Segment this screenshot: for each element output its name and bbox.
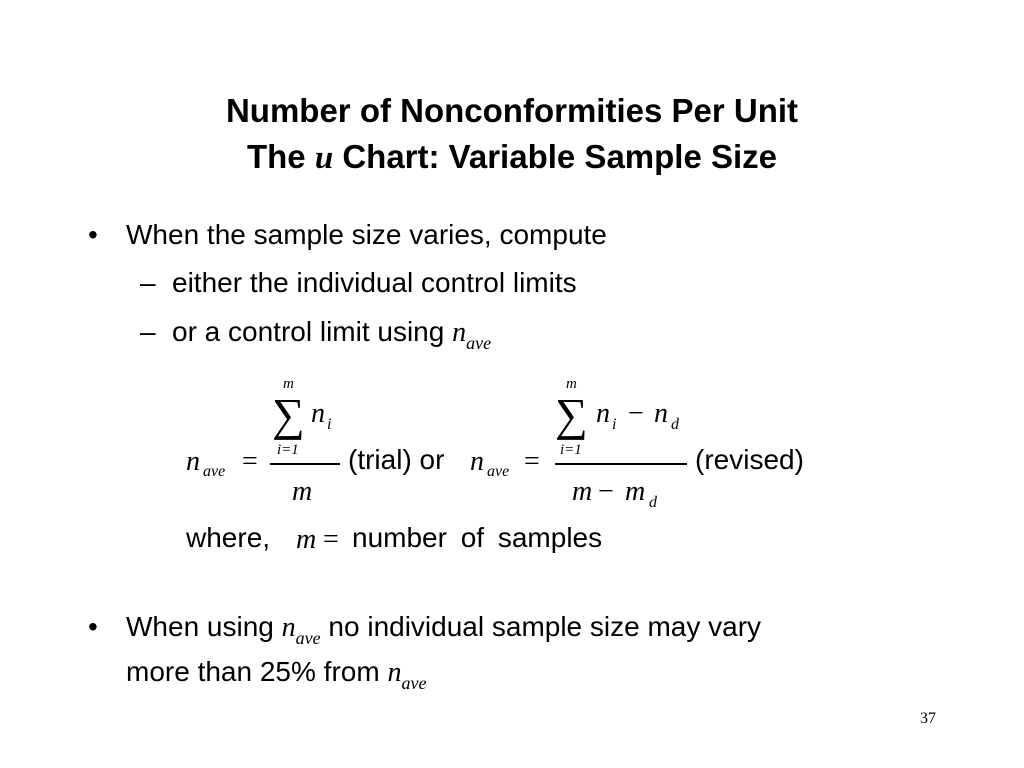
bullet-marker: • bbox=[88, 611, 98, 642]
numerator-n: n bbox=[311, 398, 325, 429]
numerator-i-subscript: i bbox=[327, 416, 332, 433]
sub-bullet-2-label: or a control limit using bbox=[172, 316, 445, 347]
revised-label: (revised) bbox=[695, 444, 804, 475]
equals-sign-2: = bbox=[524, 446, 540, 477]
trial-label: (trial) or bbox=[348, 444, 445, 475]
title-line-2-suffix: Chart: Variable Sample Size bbox=[342, 138, 778, 175]
where-label: where, bbox=[186, 522, 271, 553]
title-line-2-prefix: The bbox=[246, 138, 306, 175]
page-number: 37 bbox=[920, 710, 936, 727]
bullet-2-line-2 bbox=[126, 651, 761, 696]
sum-lower-limit-2: i=1 bbox=[560, 442, 582, 458]
bullet-2-text-before: When using bbox=[126, 611, 274, 642]
numerator-n-2: n bbox=[596, 398, 610, 429]
lhs-n-2: n bbox=[470, 446, 484, 477]
lhs-n: n bbox=[186, 446, 200, 477]
denominator-minus: − bbox=[598, 476, 614, 507]
ave-subscript: ave bbox=[466, 333, 492, 353]
n-variable: n bbox=[452, 317, 467, 348]
bullet-2-text-after: no individual sample size may vary bbox=[328, 611, 762, 642]
n-variable: n bbox=[387, 657, 402, 688]
numerator-i-subscript-2: i bbox=[612, 416, 617, 433]
lhs-ave-subscript-2: ave bbox=[487, 463, 510, 480]
minus-sign: − bbox=[628, 398, 644, 429]
denominator-m: m bbox=[292, 476, 313, 507]
sum-upper-limit-2: m bbox=[566, 376, 577, 392]
sub-bullet-1-text: either the individual control limits bbox=[172, 267, 577, 298]
bullet-2-line-2-text: more than 25% from bbox=[126, 656, 380, 687]
numerator-n-d: n bbox=[654, 398, 668, 429]
numerator-d-subscript: d bbox=[671, 416, 679, 433]
dash-marker: – bbox=[140, 316, 156, 347]
sum-lower-limit: i=1 bbox=[277, 442, 299, 458]
title-line-2 bbox=[0, 134, 1024, 181]
dash-marker: – bbox=[140, 267, 156, 298]
sum-upper-limit: m bbox=[283, 376, 294, 392]
bullet-2-text bbox=[126, 606, 761, 696]
ave-subscript: ave bbox=[401, 673, 427, 693]
summation-sign-2: ∑ bbox=[555, 389, 588, 440]
fraction-bar-2 bbox=[555, 463, 687, 465]
ave-subscript: ave bbox=[295, 628, 321, 648]
where-m: m bbox=[296, 524, 317, 555]
bullet-2-line-1 bbox=[126, 606, 761, 651]
slide-title bbox=[0, 88, 1024, 181]
where-definition: number of samples bbox=[352, 522, 603, 553]
sub-bullet-2-text bbox=[172, 315, 491, 352]
where-equals: = bbox=[323, 524, 339, 555]
title-variable: u bbox=[314, 140, 334, 176]
bullet-1-text: When the sample size varies, compute bbox=[126, 219, 607, 250]
denominator-m-2: m bbox=[572, 476, 593, 507]
summation-sign: ∑ bbox=[272, 389, 305, 440]
fraction-bar bbox=[270, 463, 340, 465]
denominator-d-subscript: d bbox=[649, 494, 657, 511]
denominator-m-d: m bbox=[625, 476, 646, 507]
equals-sign: = bbox=[242, 446, 258, 477]
n-variable: n bbox=[281, 612, 296, 643]
lhs-ave-subscript: ave bbox=[203, 463, 226, 480]
title-line-1: Number of Nonconformities Per Unit bbox=[225, 92, 799, 129]
bullet-marker: • bbox=[88, 219, 98, 250]
